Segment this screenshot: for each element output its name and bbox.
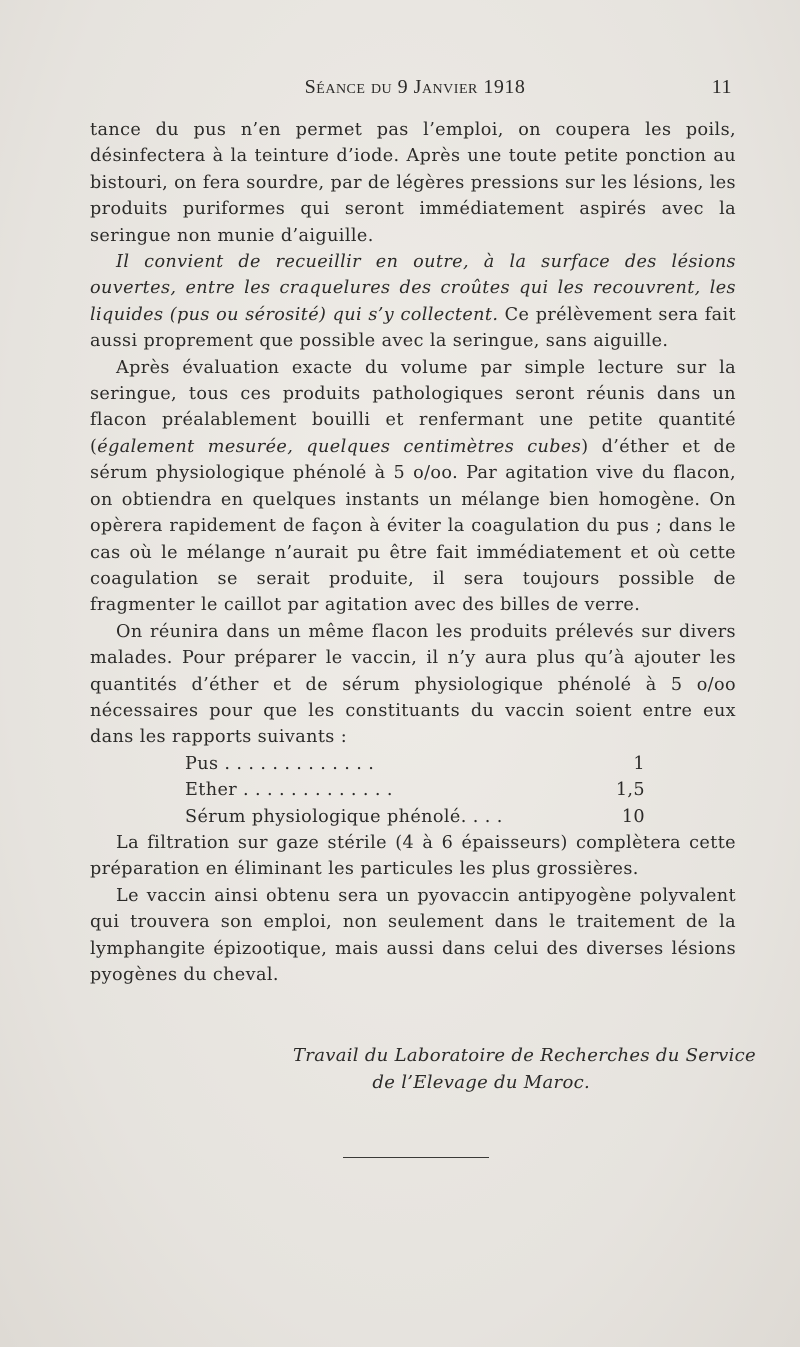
page-number: 11 bbox=[711, 76, 732, 98]
proportion-value: 10 bbox=[621, 806, 645, 827]
paragraph-4: On réunira dans un même flacon les produits prélevés sur divers malades. Pour préparer le vaccin, il n’y aura plus qu’à ajouter les quantités d’éther et de sérum physiologique phénolé à 5 o/oo nécessaires pour que les constituants du vaccin soient entre eux dans les rapports suivants : bbox=[90, 621, 736, 748]
paragraph-1: tance du pus n’en permet pas l’emploi, on coupera les poils, désinfectera à la teinture d’iode. Après une toute petite ponction au bistouri, on fera sourdre, par de légères pressions sur les lésions, les produits puriformes qui seront immédiatement aspirés avec la seringue non munie d’aiguille. bbox=[90, 120, 736, 246]
closing-rule bbox=[343, 1157, 489, 1158]
signature-block bbox=[100, 1042, 760, 1096]
signature-line-2: de l’Elevage du Maroc. bbox=[372, 1072, 590, 1093]
proportion-label: Ether . . . . . . . . . . . . . bbox=[185, 780, 393, 801]
proportion-value: 1 bbox=[633, 753, 645, 774]
paragraph-3-start: Après évaluation exacte du volume par simple lecture sur la seringue, tous ces produits pathologiques seront réunis dans un flacon préalablement bouilli et renfermant une petite quantité ( bbox=[90, 357, 736, 457]
paragraph-3 bbox=[90, 355, 736, 619]
proportion-value: 1,5 bbox=[615, 780, 645, 801]
proportion-row bbox=[185, 804, 645, 830]
proportion-label: Sérum physiologique phénolé. . . . bbox=[185, 806, 503, 827]
running-header bbox=[90, 76, 740, 102]
paragraph-3-italic: également mesurée, quelques centimètres cubes bbox=[97, 436, 582, 457]
proportion-row bbox=[185, 751, 645, 777]
paragraph-3-end: ) d’éther et de sérum physiologique phénolé à 5 o/oo. Par agitation vive du flacon, on obtiendra en quelques instants un mélange bien homogène. On opèrera rapidement de façon à éviter la coagulation du pus ; dans le cas où le mélange n’aurait pu être fait immédiatement et où cette coagulation se serait produite, il sera toujours possible de fragmenter le caillot par agitation avec des billes de verre. bbox=[90, 436, 736, 616]
signature-line-1: Travail du Laboratoire de Recherches du Service bbox=[292, 1045, 756, 1066]
paragraph-5: La filtration sur gaze stérile (4 à 6 épaisseurs) complètera cette préparation en éliminant les particules les plus grossières. bbox=[90, 832, 736, 880]
body-text bbox=[90, 117, 736, 988]
proportion-label: Pus . . . . . . . . . . . . . bbox=[185, 753, 375, 774]
paragraph-2 bbox=[90, 249, 736, 355]
paragraph-2-italic: Il convient de recueillir en outre, à la surface des lésions ouvertes, entre les craquelures des croûtes qui les recouvrent, les liquides (pus ou sérosité) qui s’y collectent. bbox=[90, 252, 736, 325]
running-title: Séance du 9 Janvier 1918 bbox=[304, 76, 526, 98]
paragraph-2-rest: Ce prélèvement sera fait aussi proprement que possible avec la seringue, sans aiguille. bbox=[90, 304, 736, 352]
proportions-table bbox=[185, 751, 645, 830]
paragraph-6: Le vaccin ainsi obtenu sera un pyovaccin antipyogène polyvalent qui trouvera son emploi, non seulement dans le traitement de la lymphangite épizootique, mais aussi dans celui des diverses lésions pyogènes du cheval. bbox=[90, 885, 736, 985]
proportion-row bbox=[185, 777, 645, 803]
